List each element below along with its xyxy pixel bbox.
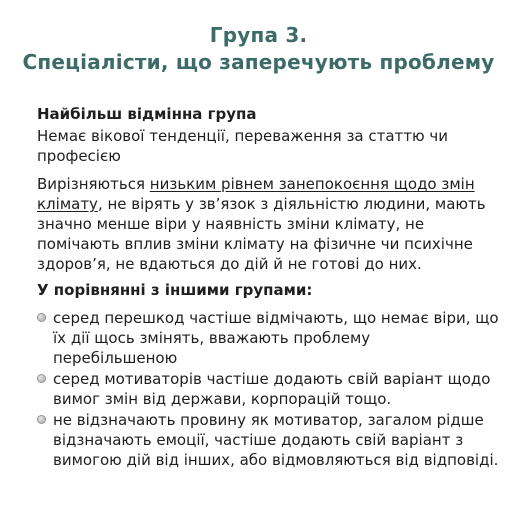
slide-title-line-2: Спеціалісти, що заперечують проблему bbox=[22, 50, 495, 74]
paragraph-demographics: Немає вікової тенденції, переваження за статтю чи професією bbox=[37, 127, 449, 165]
comparison-heading: У порівнянні з іншими групами: bbox=[37, 281, 313, 299]
list-item-text: не відзначають провину як мотиватор, загалом рідше відзначають емоції, частіше додають свій варіант з вимогою дій від інших, або відмовляються від відповіді. bbox=[53, 411, 499, 469]
bullet-icon bbox=[37, 313, 46, 322]
paragraph-description-prefix: Вирізняються bbox=[37, 175, 150, 193]
list-item-text: серед перешкод частіше відмічають, що немає віри, що їх дії щось змінять, вважають проблему перебільшеною bbox=[53, 309, 499, 367]
bullet-icon bbox=[37, 415, 46, 424]
underlined-phrase: низьким рівнем занепокоєння щодо змін клімату bbox=[37, 175, 475, 213]
list-item-text: серед мотиваторів частіше додають свій варіант щодо вимог змін від держави, корпорацій тощо. bbox=[53, 370, 491, 408]
list-item bbox=[37, 369, 499, 409]
slide-title-line-1: Група 3. bbox=[209, 23, 308, 47]
paragraph-description bbox=[37, 174, 499, 274]
section-heading: Найбільш відмінна група bbox=[37, 105, 257, 123]
bullet-icon bbox=[37, 374, 46, 383]
comparison-list bbox=[37, 308, 499, 470]
paragraph-description-suffix: , не вірять у зв’язок з діяльністю людини, мають значно менше віри у наявність зміни клімату, не помічають вплив зміни клімату на фізичне чи психічне здоров’я, не вдаються до дій й не готові до них. bbox=[37, 195, 486, 273]
list-item bbox=[37, 410, 499, 470]
list-item bbox=[37, 308, 499, 368]
slide-body bbox=[37, 104, 499, 471]
